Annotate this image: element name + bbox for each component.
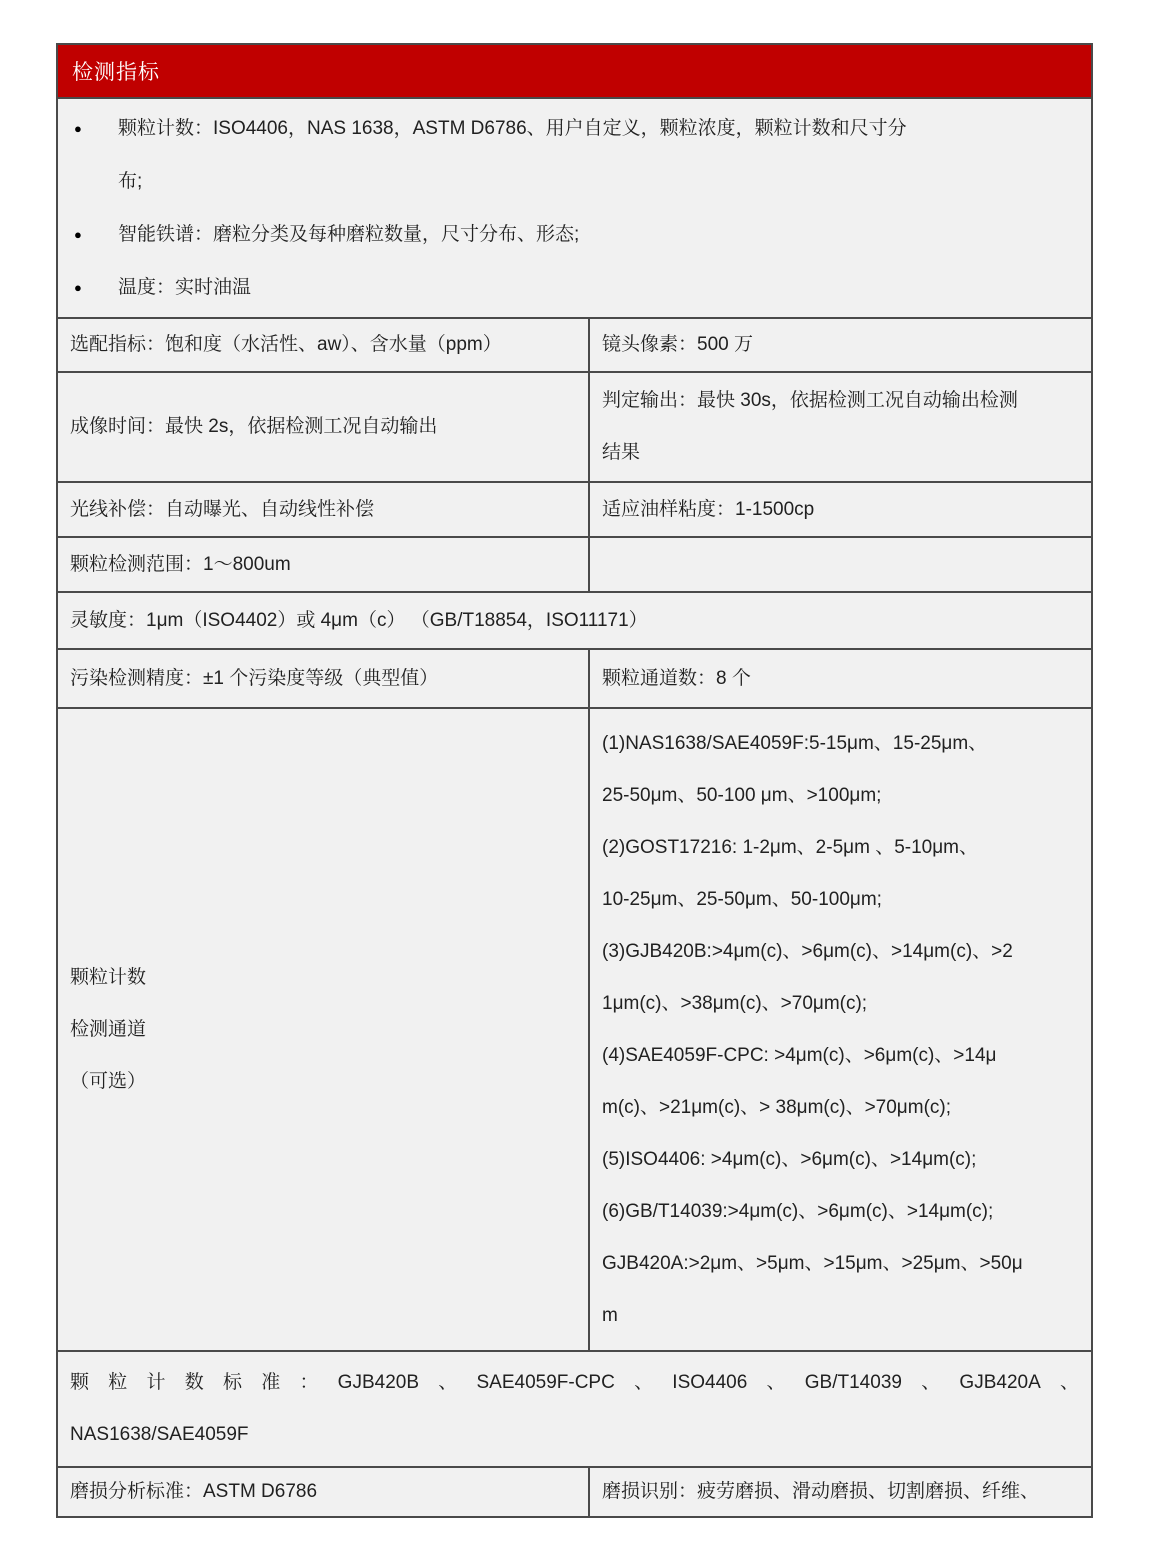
wear-standard-text: 磨损分析标准：ASTM D6786 [70, 1481, 318, 1503]
imaging-time-cell [58, 373, 588, 481]
channel-detail-line: 25-50μm、50-100 μm、>100μm; [602, 784, 882, 806]
lens-pixels-text: 镜头像素：500 万 [602, 334, 753, 356]
wear-standard-cell [58, 1468, 588, 1516]
channel-detail-line: (1)NAS1638/SAE4059F:5-15μm、15-25μm、 [602, 732, 988, 754]
contamination-accuracy-text: 污染检测精度：±1 个污染度等级（典型值） [70, 667, 439, 689]
channel-detail-line: GJB420A:>2μm、>5μm、>15μm、>25μm、>50μ [602, 1252, 1023, 1274]
bullet-icon: ● [74, 280, 82, 295]
sensitivity-cell [58, 593, 1091, 648]
channel-detail-line: (4)SAE4059F-CPC: >4μm(c)、>6μm(c)、>14μ [602, 1044, 997, 1066]
particle-range-text: 颗粒检测范围：1～800um [70, 553, 291, 575]
bullet-icon: ● [74, 121, 82, 136]
bullet-smart-ferrography: 智能铁谱：磨粒分类及每种磨粒数量，尺寸分布、形态; [118, 224, 580, 245]
wear-recognition-cell [588, 1468, 1091, 1516]
channel-detail-line: m(c)、>21μm(c)、> 38μm(c)、>70μm(c); [602, 1096, 952, 1118]
empty-cell [588, 538, 1091, 591]
oil-viscosity-cell [588, 483, 1091, 536]
channel-count-cell [588, 650, 1091, 707]
contamination-accuracy-cell [58, 650, 588, 707]
table-title-bar [58, 45, 1091, 97]
bullet-particle-counting-line1: 颗粒计数：ISO4406，NAS 1638，ASTM D6786、用户自定义，颗粒浓度，颗粒计数和尺寸分 [118, 118, 907, 139]
bullet-icon: ● [74, 227, 82, 242]
channel-detail-cell [588, 709, 1091, 1350]
counting-standard-line1: 颗粒计数标准：GJB420B、SAE4059F-CPC、ISO4406、GB/T14039、GJB420A、 [70, 1372, 1079, 1393]
light-compensation-cell [58, 483, 588, 536]
channel-detail-line: (5)ISO4406: >4μm(c)、>6μm(c)、>14μm(c); [602, 1148, 977, 1170]
detection-metrics-cell [58, 99, 1091, 317]
channel-count-text: 颗粒通道数：8 个 [602, 667, 751, 689]
light-compensation-text: 光线补偿：自动曝光、自动线性补偿 [70, 498, 375, 520]
channel-detail-line: 10-25μm、25-50μm、50-100μm; [602, 888, 882, 910]
judgement-output-line1: 判定输出：最快 30s，依据检测工况自动输出检测 [602, 390, 1018, 411]
channel-label-line3: （可选） [70, 1070, 147, 1092]
optional-metrics-text: 选配指标：饱和度（水活性、aw）、含水量（ppm） [70, 334, 502, 356]
oil-viscosity-text: 适应油样粘度：1-1500cp [602, 498, 815, 520]
bullet-particle-counting-line2: 布; [118, 171, 143, 192]
spec-table [56, 43, 1093, 1518]
wear-recognition-text: 磨损识别：疲劳磨损、滑动磨损、切割磨损、纤维、 [602, 1481, 1040, 1503]
optional-metrics-cell [58, 319, 588, 371]
channel-detail-line: (6)GB/T14039:>4μm(c)、>6μm(c)、>14μm(c); [602, 1200, 994, 1222]
judgement-output-line2: 结果 [602, 442, 641, 463]
page-title: 检测指标 [72, 61, 160, 84]
list-item [74, 102, 1079, 208]
sensitivity-text: 灵敏度：1μm（ISO4402）或 4μm（c） （GB/T18854，ISO11171） [70, 609, 648, 631]
judgement-output-cell [588, 373, 1091, 481]
channel-detail-line: m [602, 1304, 618, 1326]
list-item [74, 261, 1079, 314]
channel-label-line1: 颗粒计数 [70, 966, 147, 988]
counting-standard-cell [58, 1352, 1091, 1466]
channel-detail-line: 1μm(c)、>38μm(c)、>70μm(c); [602, 992, 868, 1014]
particle-range-cell [58, 538, 588, 591]
imaging-time-text: 成像时间：最快 2s，依据检测工况自动输出 [70, 416, 438, 438]
channel-label-line2: 检测通道 [70, 1018, 147, 1040]
lens-pixels-cell [588, 319, 1091, 371]
channel-detail-line: (3)GJB420B:>4μm(c)、>6μm(c)、>14μm(c)、>2 [602, 940, 1013, 962]
list-item [74, 208, 1079, 261]
channel-detail-line: (2)GOST17216: 1-2μm、2-5μm 、5-10μm、 [602, 836, 979, 858]
bullet-temperature: 温度：实时油温 [118, 277, 252, 298]
counting-standard-line2: NAS1638/SAE4059F [70, 1424, 249, 1445]
channel-label-cell [58, 709, 588, 1350]
